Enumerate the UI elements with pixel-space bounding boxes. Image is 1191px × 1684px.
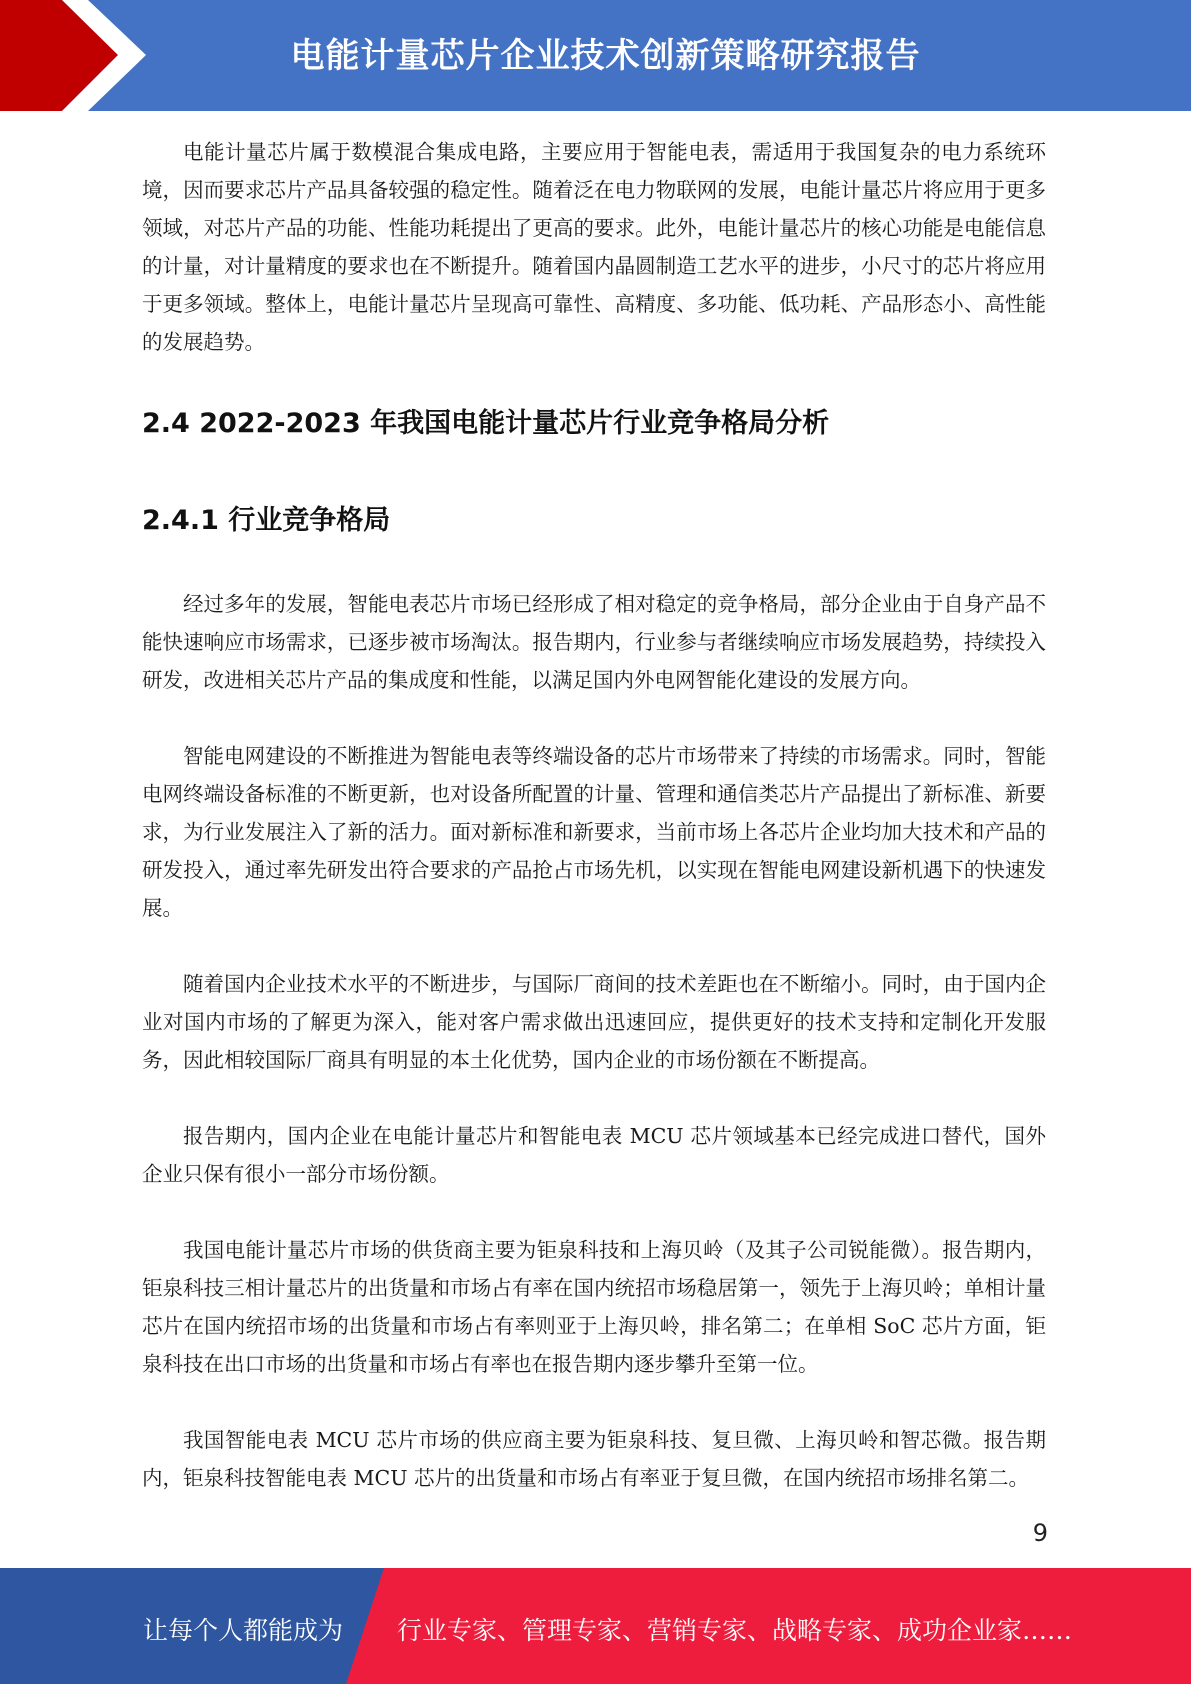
page-number: 9 [1032, 1519, 1048, 1547]
body-paragraph: 经过多年的发展，智能电表芯片市场已经形成了相对稳定的竞争格局，部分企业由于自身产品不能快速响应市场需求，已逐步被市场淘汰。报告期内，行业参与者继续响应市场发展趋势，持续投入研发，改进相关芯片产品的集成度和性能，以满足国内外电网智能化建设的发展方向。 [142, 592, 1046, 692]
body-paragraph: 我国智能电表 MCU 芯片市场的供应商主要为钜泉科技、复旦微、上海贝岭和智芯微。报告期内，钜泉科技智能电表 MCU 芯片的出货量和市场占有率亚于复旦微，在国内统招市场排名第二。 [142, 1428, 1046, 1490]
footer-slogan-left: 让每个人都能成为 [143, 1616, 344, 1645]
subsection-heading: 2.4.1 行业竞争格局 [142, 505, 391, 536]
footer-slogan-right: 行业专家、管理专家、营销专家、战略专家、成功企业家…… [397, 1616, 1073, 1645]
body-paragraph: 随着国内企业技术水平的不断进步，与国际厂商间的技术差距也在不断缩小。同时，由于国内企业对国内市场的了解更为深入，能对客户需求做出迅速回应，提供更好的技术支持和定制化开发服务，因此相较国际厂商具有明显的本土化优势，国内企业的市场份额在不断提高。 [142, 972, 1046, 1072]
section-heading: 2.4 2022-2023 年我国电能计量芯片行业竞争格局分析 [142, 408, 830, 439]
intro-paragraph: 电能计量芯片属于数模混合集成电路，主要应用于智能电表，需适用于我国复杂的电力系统环境，因而要求芯片产品具备较强的稳定性。随着泛在电力物联网的发展，电能计量芯片将应用于更多领域，对芯片产品的功能、性能功耗提出了更高的要求。此外，电能计量芯片的核心功能是电能信息的计量，对计量精度的要求也在不断提升。随着国内晶圆制造工艺水平的进步，小尺寸的芯片将应用于更多领域。整体上，电能计量芯片呈现高可靠性、高精度、多功能、低功耗、产品形态小、高性能的发展趋势。 [142, 140, 1046, 354]
body-paragraph: 报告期内，国内企业在电能计量芯片和智能电表 MCU 芯片领域基本已经完成进口替代，国外企业只保有很小一部分市场份额。 [142, 1124, 1046, 1186]
page-footer [0, 1568, 1191, 1684]
report-title: 电能计量芯片企业技术创新策略研究报告 [290, 36, 921, 76]
page-header [0, 0, 1191, 111]
body-paragraph: 智能电网建设的不断推进为智能电表等终端设备的芯片市场带来了持续的市场需求。同时，智能电网终端设备标准的不断更新，也对设备所配置的计量、管理和通信类芯片产品提出了新标准、新要求，为行业发展注入了新的活力。面对新标准和新要求，当前市场上各芯片企业均加大技术和产品的研发投入，通过率先研发出符合要求的产品抢占市场先机，以实现在智能电网建设新机遇下的快速发展。 [142, 744, 1046, 920]
body-paragraph: 我国电能计量芯片市场的供货商主要为钜泉科技和上海贝岭（及其子公司锐能微）。报告期内，钜泉科技三相计量芯片的出货量和市场占有率在国内统招市场稳居第一，领先于上海贝岭；单相计量芯片在国内统招市场的出货量和市场占有率则亚于上海贝岭，排名第二；在单相 SoC 芯片方面，钜泉科技在出口市场的出货量和市场占有率也在报告期内逐步攀升至第一位。 [142, 1238, 1046, 1376]
page-content [142, 133, 1046, 1497]
